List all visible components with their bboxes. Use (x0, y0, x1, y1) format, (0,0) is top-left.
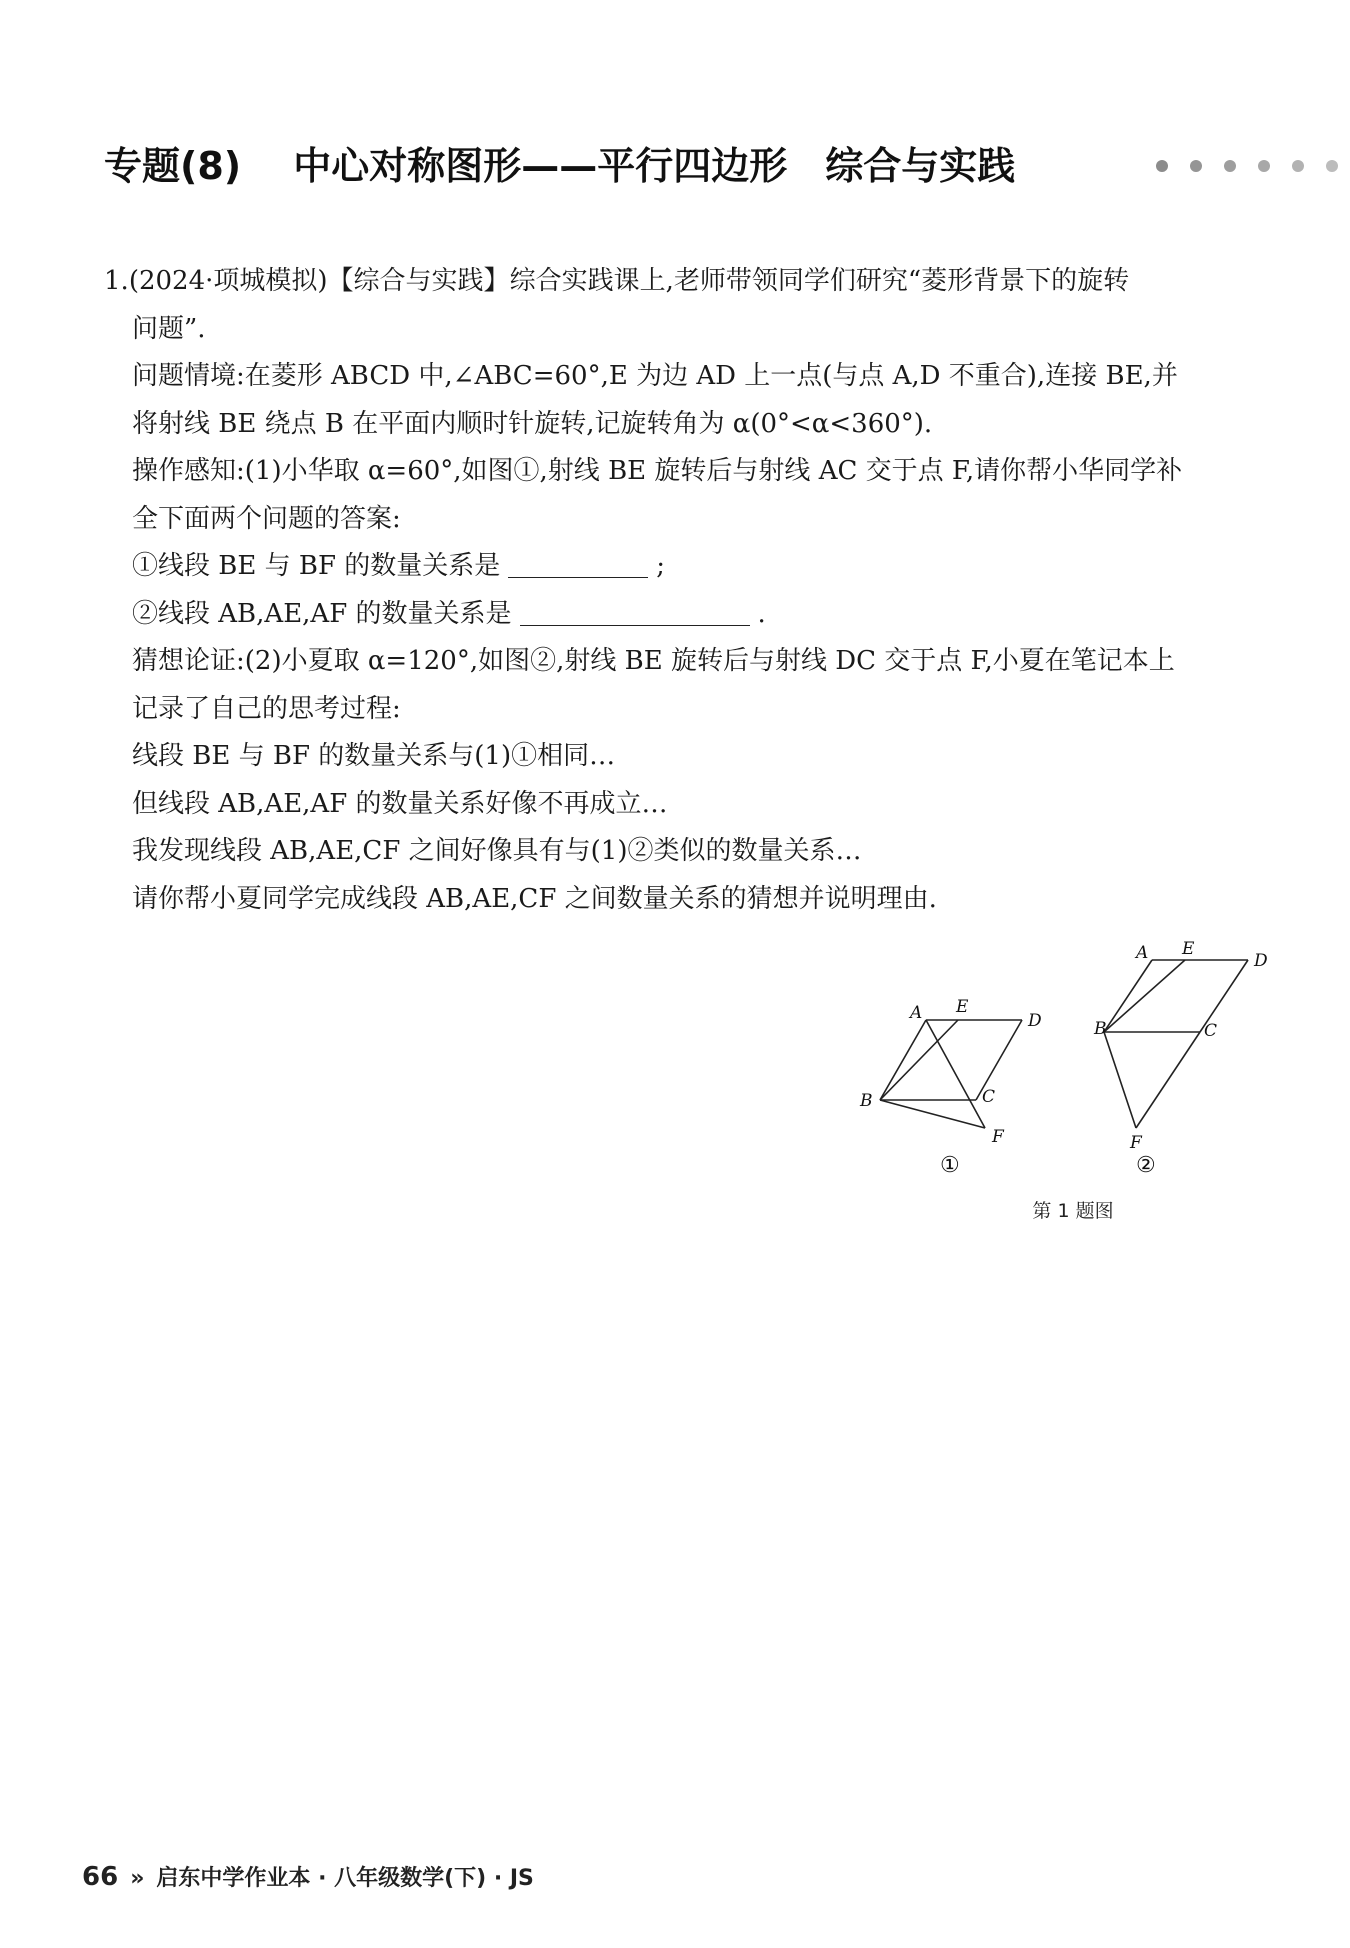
operation-part: 操作感知:(1)小华取 α=60°,如图①,射线 BE 旋转后与射线 AC 交于点 F,请你帮小华同学补 (132, 456, 1183, 486)
figure-2 (1104, 960, 1248, 1128)
figure-1 (880, 1020, 1022, 1128)
fig2-label-F: F (1130, 1133, 1142, 1153)
conjecture-part-cont: 记录了自己的思考过程: (132, 693, 401, 724)
chapter-title: 中心对称图形——平行四边形 (293, 144, 788, 188)
book-title: 启东中学作业本 · 八年级数学(下) · JS (156, 1866, 534, 1891)
answer-blank-2[interactable] (520, 595, 750, 626)
page-title (104, 142, 1244, 190)
segment-BF (1104, 1032, 1136, 1128)
decor-dot (1258, 160, 1270, 172)
page-number: 66 (82, 1862, 119, 1892)
note-line: 但线段 AB,AE,AF 的数量关系好像不再成立… (132, 788, 668, 819)
fig1-label-E: E (956, 997, 969, 1017)
fig1-label-B: B (860, 1091, 873, 1111)
question-1 (104, 543, 1264, 591)
decor-dot (1156, 160, 1168, 172)
answer-blank-1[interactable] (508, 547, 648, 578)
problem-tag: 【综合与实践】 (327, 266, 510, 296)
fig1-label-A: A (910, 1003, 923, 1023)
task-line: 请你帮小夏同学完成线段 AB,AE,CF 之间数量关系的猜想并说明理由. (132, 883, 937, 914)
fig1-number: ① (940, 1153, 960, 1178)
fig1-label-F: F (992, 1127, 1004, 1147)
fig1-label-D: D (1028, 1011, 1042, 1031)
chapter-subtitle: 综合与实践 (825, 144, 1016, 188)
problem-intro: 综合实践课上,老师带领同学们研究“菱形背景下的旋转 (509, 266, 1130, 296)
question-2-text: ②线段 AB,AE,AF 的数量关系是 (132, 598, 512, 629)
segment-BF (880, 1100, 985, 1128)
operation-part-cont: 全下面两个问题的答案: (132, 503, 401, 534)
topic-label: 专题(8) (104, 144, 242, 188)
double-arrow-icon: » (130, 1866, 145, 1891)
segment-CF (1136, 1032, 1200, 1128)
fig2-label-B: B (1094, 1019, 1107, 1039)
fig1-label-C: C (982, 1087, 996, 1107)
conjecture-part: 猜想论证:(2)小夏取 α=120°,如图②,射线 BE 旋转后与射线 DC 交于点 F,小夏在笔记本上 (132, 646, 1175, 676)
question-1-end: ; (656, 551, 666, 581)
decor-dot (1326, 160, 1338, 172)
page-footer (82, 1860, 882, 1894)
problem-situation: 问题情境:在菱形 ABCD 中,∠ABC=60°,E 为边 AD 上一点(与点 A,D 不重合),连接 BE,并 (132, 361, 1178, 391)
note-line: 线段 BE 与 BF 的数量关系与(1)①相同… (132, 741, 616, 771)
question-1-text: ①线段 BE 与 BF 的数量关系是 (132, 551, 501, 581)
fig2-label-E: E (1182, 939, 1195, 959)
problem-source: (2024·项城模拟) (128, 266, 328, 296)
fig2-number: ② (1136, 1153, 1156, 1178)
problem-line (104, 258, 1264, 306)
problem-1 (104, 258, 1264, 923)
figures (840, 930, 1300, 1230)
fig2-label-D: D (1254, 951, 1268, 971)
problem-line: 问题”. (132, 313, 206, 344)
fig2-label-C: C (1204, 1021, 1218, 1041)
title-dots-decoration (1156, 160, 1346, 176)
question-2-end: . (757, 598, 766, 629)
fig2-label-A: A (1136, 943, 1149, 963)
figure-caption: 第 1 题图 (1032, 1200, 1114, 1222)
geometry-figures (840, 930, 1300, 1230)
segment-AF (926, 1020, 985, 1128)
decor-dot (1224, 160, 1236, 172)
decor-dot (1190, 160, 1202, 172)
decor-dot (1292, 160, 1304, 172)
note-line: 我发现线段 AB,AE,CF 之间好像具有与(1)②类似的数量关系… (132, 836, 862, 866)
question-2 (104, 591, 1264, 639)
problem-situation-cont: 将射线 BE 绕点 B 在平面内顺时针旋转,记旋转角为 α(0°<α<360°). (132, 408, 933, 439)
problem-number: 1. (104, 266, 129, 296)
